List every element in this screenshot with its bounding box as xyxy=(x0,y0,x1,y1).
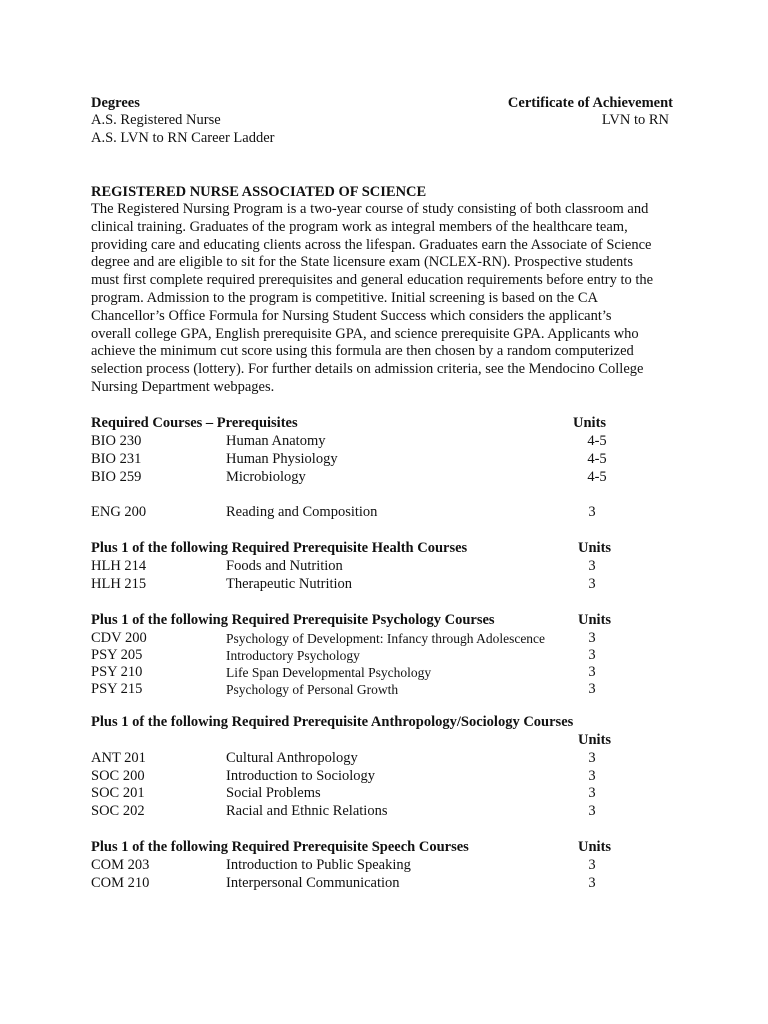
description-line: program. Admission to the program is competitive. Initial screening is based on the CA xyxy=(91,289,599,306)
degrees-heading: Degrees xyxy=(91,95,140,111)
section-heading-anthropology-sociology xyxy=(91,714,631,731)
course-row xyxy=(91,768,631,785)
section-title: Plus 1 of the following Required Prerequisite Psychology Courses xyxy=(91,612,495,628)
units-header: Units xyxy=(578,732,612,748)
description-line: overall college GPA, English prerequisite GPA, and science prerequisite GPA. Applicants who xyxy=(91,325,639,342)
course-row xyxy=(91,576,631,593)
description-line: Nursing Department webpages. xyxy=(91,378,275,395)
course-title: Human Physiology xyxy=(226,451,338,467)
course-title: Psychology of Development: Infancy through Adolescence xyxy=(226,631,546,646)
course-units: 3 xyxy=(588,647,596,663)
course-title: Human Anatomy xyxy=(226,433,326,449)
course-code: HLH 214 xyxy=(91,558,147,574)
course-units: 3 xyxy=(588,768,596,784)
course-row xyxy=(91,433,631,450)
section-title: Plus 1 of the following Required Prerequisite Anthropology/Sociology Courses xyxy=(91,714,574,730)
course-row xyxy=(91,681,631,698)
description-line: selection process (lottery). For further details on admission criteria, see the Mendocino College xyxy=(91,361,644,378)
section-title: Required Courses – Prerequisites xyxy=(91,415,298,431)
certificate-item: LVN to RN xyxy=(601,112,669,128)
course-title: Reading and Composition xyxy=(226,504,378,520)
section-heading-speech xyxy=(91,839,631,856)
degree-item: A.S. Registered Nurse xyxy=(91,112,221,128)
course-row xyxy=(91,857,631,874)
course-title: Introduction to Sociology xyxy=(226,768,376,784)
course-code: HLH 215 xyxy=(91,576,147,592)
course-title: Introduction to Public Speaking xyxy=(226,857,411,873)
course-units: 3 xyxy=(588,558,596,574)
units-header: Units xyxy=(578,540,612,556)
course-code: ENG 200 xyxy=(91,504,147,520)
course-code: BIO 230 xyxy=(91,433,142,449)
course-units: 3 xyxy=(588,750,596,766)
certificate-heading: Certificate of Achievement xyxy=(507,95,673,111)
course-units: 3 xyxy=(588,681,596,697)
units-header: Units xyxy=(578,839,612,855)
course-units: 3 xyxy=(588,630,596,646)
course-code: SOC 201 xyxy=(91,785,145,801)
course-row xyxy=(91,630,631,647)
section-title: Plus 1 of the following Required Prerequisite Health Courses xyxy=(91,540,468,556)
description-line: providing care and educating clients across the lifespan. Graduates earn the Associate of Science xyxy=(91,236,652,253)
course-row xyxy=(91,664,631,681)
description-line: The Registered Nursing Program is a two-year course of study consisting of both classroom and xyxy=(91,201,649,217)
course-title: Racial and Ethnic Relations xyxy=(226,803,388,819)
course-title: Microbiology xyxy=(226,469,306,485)
course-row xyxy=(91,785,631,802)
description-line: achieve the minimum cut score using this formula are then chosen by a random computerized xyxy=(91,343,634,360)
course-code: PSY 210 xyxy=(91,664,143,680)
course-code: SOC 202 xyxy=(91,803,145,819)
course-code: BIO 259 xyxy=(91,469,142,485)
description-line: clinical training. Graduates of the program work as integral members of the healthcare team, xyxy=(91,218,628,235)
course-units: 3 xyxy=(588,576,596,592)
course-title: Foods and Nutrition xyxy=(226,558,343,574)
course-row xyxy=(91,469,631,486)
course-units: 3 xyxy=(588,785,596,801)
course-row xyxy=(91,647,631,664)
description-line: must first complete required prerequisites and general education requirements before entry to the xyxy=(91,272,654,289)
course-code: COM 203 xyxy=(91,857,150,873)
course-code: PSY 205 xyxy=(91,647,143,663)
course-row xyxy=(91,558,631,575)
course-row xyxy=(91,875,631,892)
course-title: Introductory Psychology xyxy=(226,648,360,663)
course-units: 4-5 xyxy=(587,433,607,449)
course-code: CDV 200 xyxy=(91,630,147,646)
degree-item: A.S. LVN to RN Career Ladder xyxy=(91,130,275,146)
program-title: REGISTERED NURSE ASSOCIATED OF SCIENCE xyxy=(91,184,427,200)
course-code: SOC 200 xyxy=(91,768,145,784)
program-description xyxy=(91,201,681,397)
course-row xyxy=(91,451,631,468)
course-row xyxy=(91,750,631,767)
section-title: Plus 1 of the following Required Prerequisite Speech Courses xyxy=(91,839,469,855)
course-code: COM 210 xyxy=(91,875,150,891)
course-units: 3 xyxy=(588,857,596,873)
course-units: 3 xyxy=(588,875,596,891)
description-line: Chancellor’s Office Formula for Nursing Student Success which considers the applicant’s xyxy=(91,307,612,324)
description-line: degree and are eligible to sit for the State licensure exam (NCLEX-RN). Prospective students xyxy=(91,254,633,271)
course-units: 4-5 xyxy=(587,451,607,467)
units-header: Units xyxy=(573,415,607,431)
units-header: Units xyxy=(578,612,612,628)
course-row xyxy=(91,803,631,820)
course-title: Life Span Developmental Psychology xyxy=(226,665,432,680)
course-code: ANT 201 xyxy=(91,750,146,766)
course-title: Psychology of Personal Growth xyxy=(226,682,399,697)
course-title: Interpersonal Communication xyxy=(226,875,400,891)
course-code: BIO 231 xyxy=(91,451,142,467)
course-units: 3 xyxy=(588,664,596,680)
section-heading-health xyxy=(91,540,631,557)
course-title: Therapeutic Nutrition xyxy=(226,576,353,592)
course-title: Cultural Anthropology xyxy=(226,750,358,766)
course-units: 3 xyxy=(588,504,596,520)
course-code: PSY 215 xyxy=(91,681,143,697)
course-units: 3 xyxy=(588,803,596,819)
section-heading-prerequisites xyxy=(91,415,631,432)
section-heading-psychology xyxy=(91,612,631,629)
course-title: Social Problems xyxy=(226,785,321,801)
course-units: 4-5 xyxy=(587,469,607,485)
course-row xyxy=(91,504,631,521)
